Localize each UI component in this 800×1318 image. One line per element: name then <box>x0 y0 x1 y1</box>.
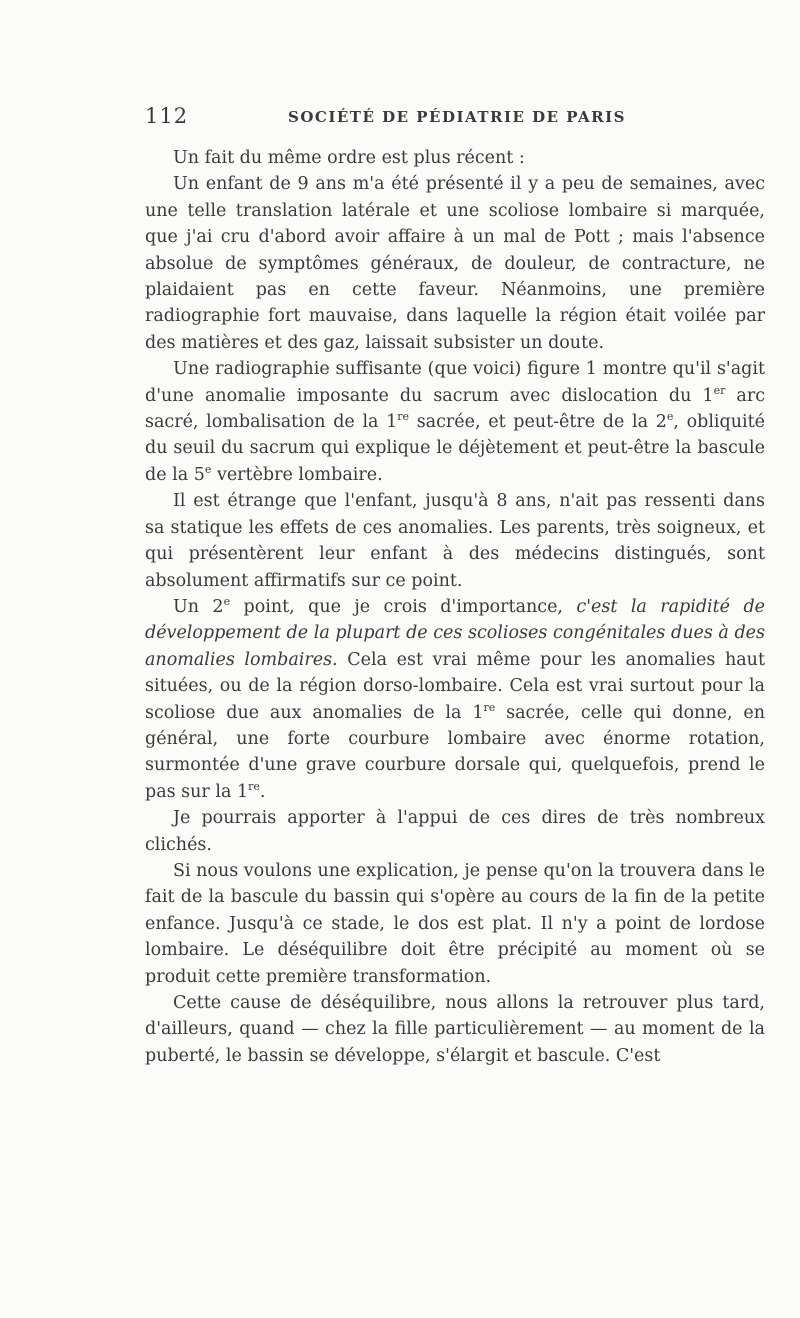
paragraph-3-part-4: , obliquité du seuil du sacrum qui explique le déjètement et peut-être la bascule de la 5 <box>145 412 765 485</box>
paragraph-5-part-4: sacrée, celle qui donne, en général, une forte courbure lombaire avec énorme rotation, surmontée d'une grave courbure dorsale qui, quelquefois, prend le pas sur la 1 <box>145 702 766 802</box>
paragraph-6: Je pourrais apporter à l'appui de ces dires de très nombreux clichés. <box>145 808 765 855</box>
superscript: e <box>223 595 231 609</box>
page-header <box>145 104 765 130</box>
paragraph-5 <box>145 594 765 805</box>
superscript: re <box>397 410 410 424</box>
paragraph-4: Il est étrange que l'enfant, jusqu'à 8 ans, n'ait pas ressenti dans sa statique les effets de ces anomalies. Les parents, très soigneux, et qui présentèrent leur enfant à des médecins distingués, sont absolument affirmatifs sur ce point. <box>145 491 765 591</box>
page-number: 112 <box>145 104 189 128</box>
paragraph-3-part-5: vertèbre lombaire. <box>211 464 383 485</box>
paragraph-3 <box>145 356 765 488</box>
paragraph-2: Un enfant de 9 ans m'a été présenté il y a peu de semaines, avec une telle translation latérale et une scoliose lombaire si marquée, que j'ai cru d'abord avoir affaire à un mal de Pott ; mais l'absence absolue de symptômes généraux, de douleur, de contracture, ne plaidaient pas en cette faveur. Néanmoins, une première radiographie fort mauvaise, dans laquelle la région était voilée par des matières et des gaz, laissait subsister un doute. <box>145 174 765 353</box>
italic-emphasis: c'est la rapidité de développement de la plupart de ces scolioses congénitales dues à des anomalies lombaires. <box>145 596 766 670</box>
superscript: re <box>483 700 496 714</box>
running-title: SOCIÉTÉ DE PÉDIATRIE DE PARIS <box>288 108 626 126</box>
paragraph-5-part-2: point, que je crois d'importance, <box>230 596 577 617</box>
paragraph-8: Cette cause de déséquilibre, nous allons la retrouver plus tard, d'ailleurs, quand — chez la fille particulièrement — au moment de la puberté, le bassin se développe, s'élargit et bascule. C'est <box>145 993 765 1066</box>
paragraph-5-part-1: Un 2 <box>173 596 224 617</box>
paragraph-7: Si nous voulons une explication, je pense qu'on la trouvera dans le fait de la bascule du bassin qui s'opère au cours de la fin de la petite enfance. Jusqu'à ce stade, le dos est plat. Il n'y a point de lordose lombaire. Le déséquilibre doit être précipité au moment où se produit cette première transformation. <box>145 860 765 987</box>
paragraph-1: Un fait du même ordre est plus récent : <box>173 148 525 168</box>
superscript: e <box>666 410 674 424</box>
paragraph-3-part-2: arc sacré, lombalisation de la 1 <box>145 385 765 433</box>
superscript: e <box>204 463 212 477</box>
paragraph-5-part-3: Cela est vrai même pour les anomalies haut situées, ou de la région dorso-lombaire. Cela est vrai surtout pour la scoliose due aux anomalies de la 1 <box>145 649 765 723</box>
body-text <box>145 145 765 1069</box>
superscript: re <box>248 779 260 793</box>
paragraph-3-part-1: Une radiographie suffisante (que voici) figure 1 montre qu'il s'agit d'une anomalie imposante du sacrum avec dislocation du 1 <box>145 359 765 406</box>
paragraph-3-part-3: sacrée, et peut-être de la 2 <box>409 412 667 433</box>
superscript: er <box>713 383 726 397</box>
paragraph-5-part-5: . <box>259 781 266 802</box>
